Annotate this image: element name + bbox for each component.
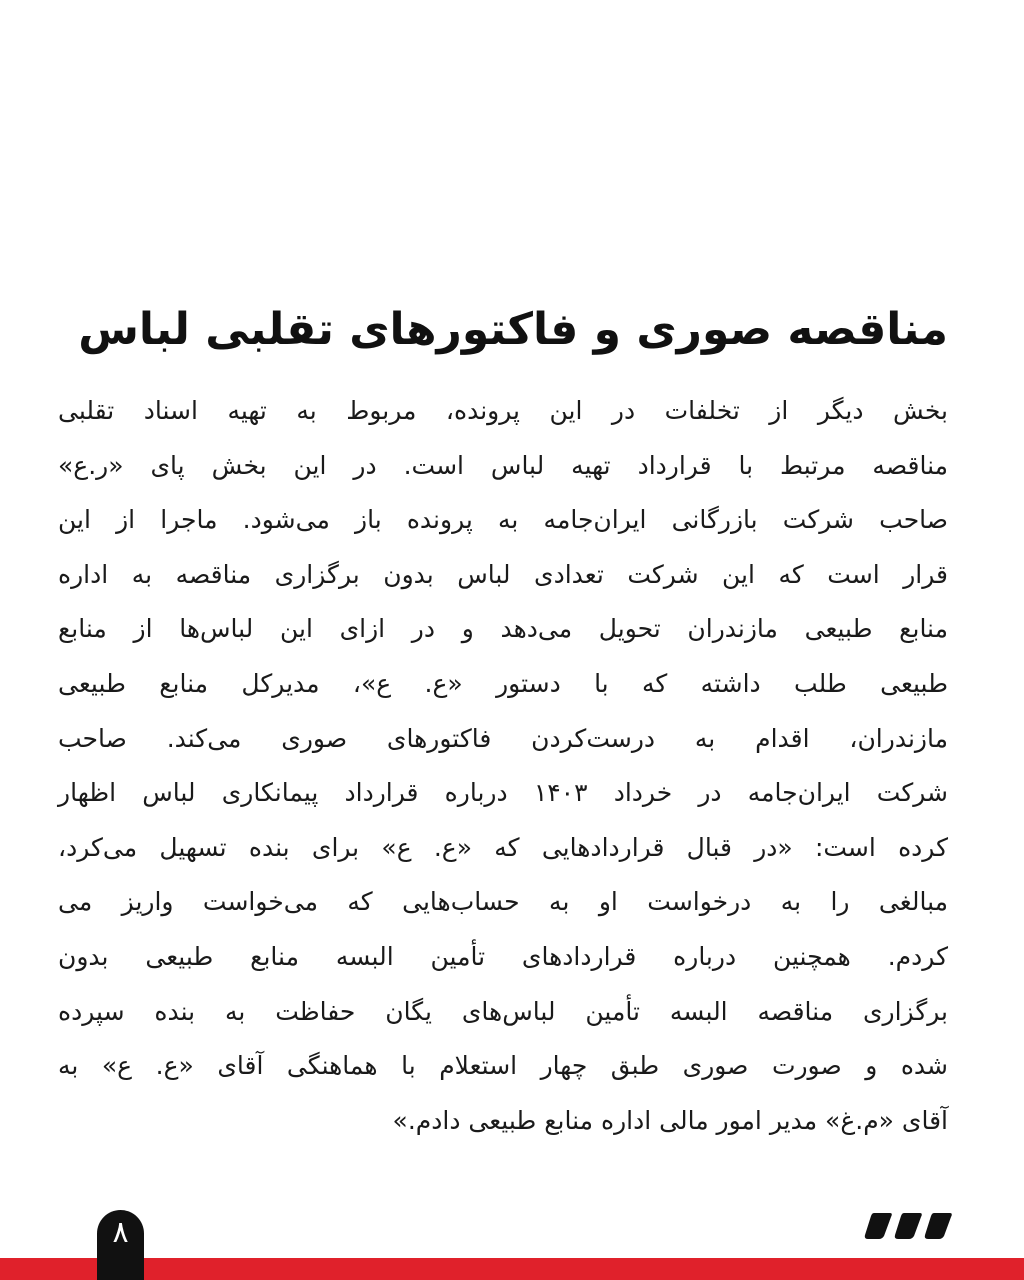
body-line: شده و صورت صوری طبق چهار استعلام با هماهنگی آقای «ع. ع» به: [58, 1051, 948, 1081]
body-line: برگزاری مناقصه البسه تأمین لباس‌های یگان حفاظت به بنده سپرده: [58, 996, 948, 1026]
body-line: کردم. همچنین درباره قراردادهای تأمین البسه منابع طبیعی بدون: [58, 941, 948, 971]
body-line: مازندران، اقدام به درست‌کردن فاکتورهای صوری می‌کند. صاحب: [58, 723, 948, 753]
logo-diamond-icon: [865, 1213, 892, 1239]
three-diamonds-logo-icon: [862, 1210, 958, 1242]
logo-diamond-icon: [925, 1213, 952, 1239]
article-title: مناقصه صوری و فاکتورهای تقلبی لباس: [78, 304, 948, 355]
body-line: شرکت ایران‌جامه در خرداد ۱۴۰۳ درباره قرارداد پیمانکاری لباس اظهار: [58, 778, 949, 808]
logo-diamond-icon: [895, 1213, 922, 1239]
body-line: منابع طبیعی مازندران تحویل می‌دهد و در ازای این لباس‌ها از منابع: [58, 614, 948, 644]
body-line: مناقصه مرتبط با قرارداد تهیه لباس است. در این بخش پای «ر.ع»: [58, 450, 948, 480]
body-line: قرار است که این شرکت تعدادی لباس بدون برگزاری مناقصه به اداره: [58, 559, 948, 589]
page-number-tab: [97, 1210, 144, 1280]
page-number: ۸: [112, 1215, 129, 1250]
body-line: طبیعی طلب داشته که با دستور «ع. ع»، مدیرکل منابع طبیعی: [58, 668, 948, 698]
body-line: بخش دیگر از تخلفات در این پرونده، مربوط به تهیه اسناد تقلبی: [58, 396, 948, 425]
body-line: آقای «م.غ» مدیر امور مالی اداره منابع طبیعی دادم.»: [392, 1105, 948, 1135]
body-line: مبالغی را به درخواست او به حساب‌هایی که می‌خواست واریز می: [58, 887, 948, 917]
article-body: [58, 384, 948, 1148]
footer-accent-bar: [0, 1258, 1024, 1280]
body-line: صاحب شرکت بازرگانی ایران‌جامه به پرونده باز می‌شود. ماجرا از این: [58, 505, 948, 535]
body-line: کرده است: «در قبال قراردادهایی که «ع. ع» برای بنده تسهیل می‌کرد،: [58, 832, 948, 862]
